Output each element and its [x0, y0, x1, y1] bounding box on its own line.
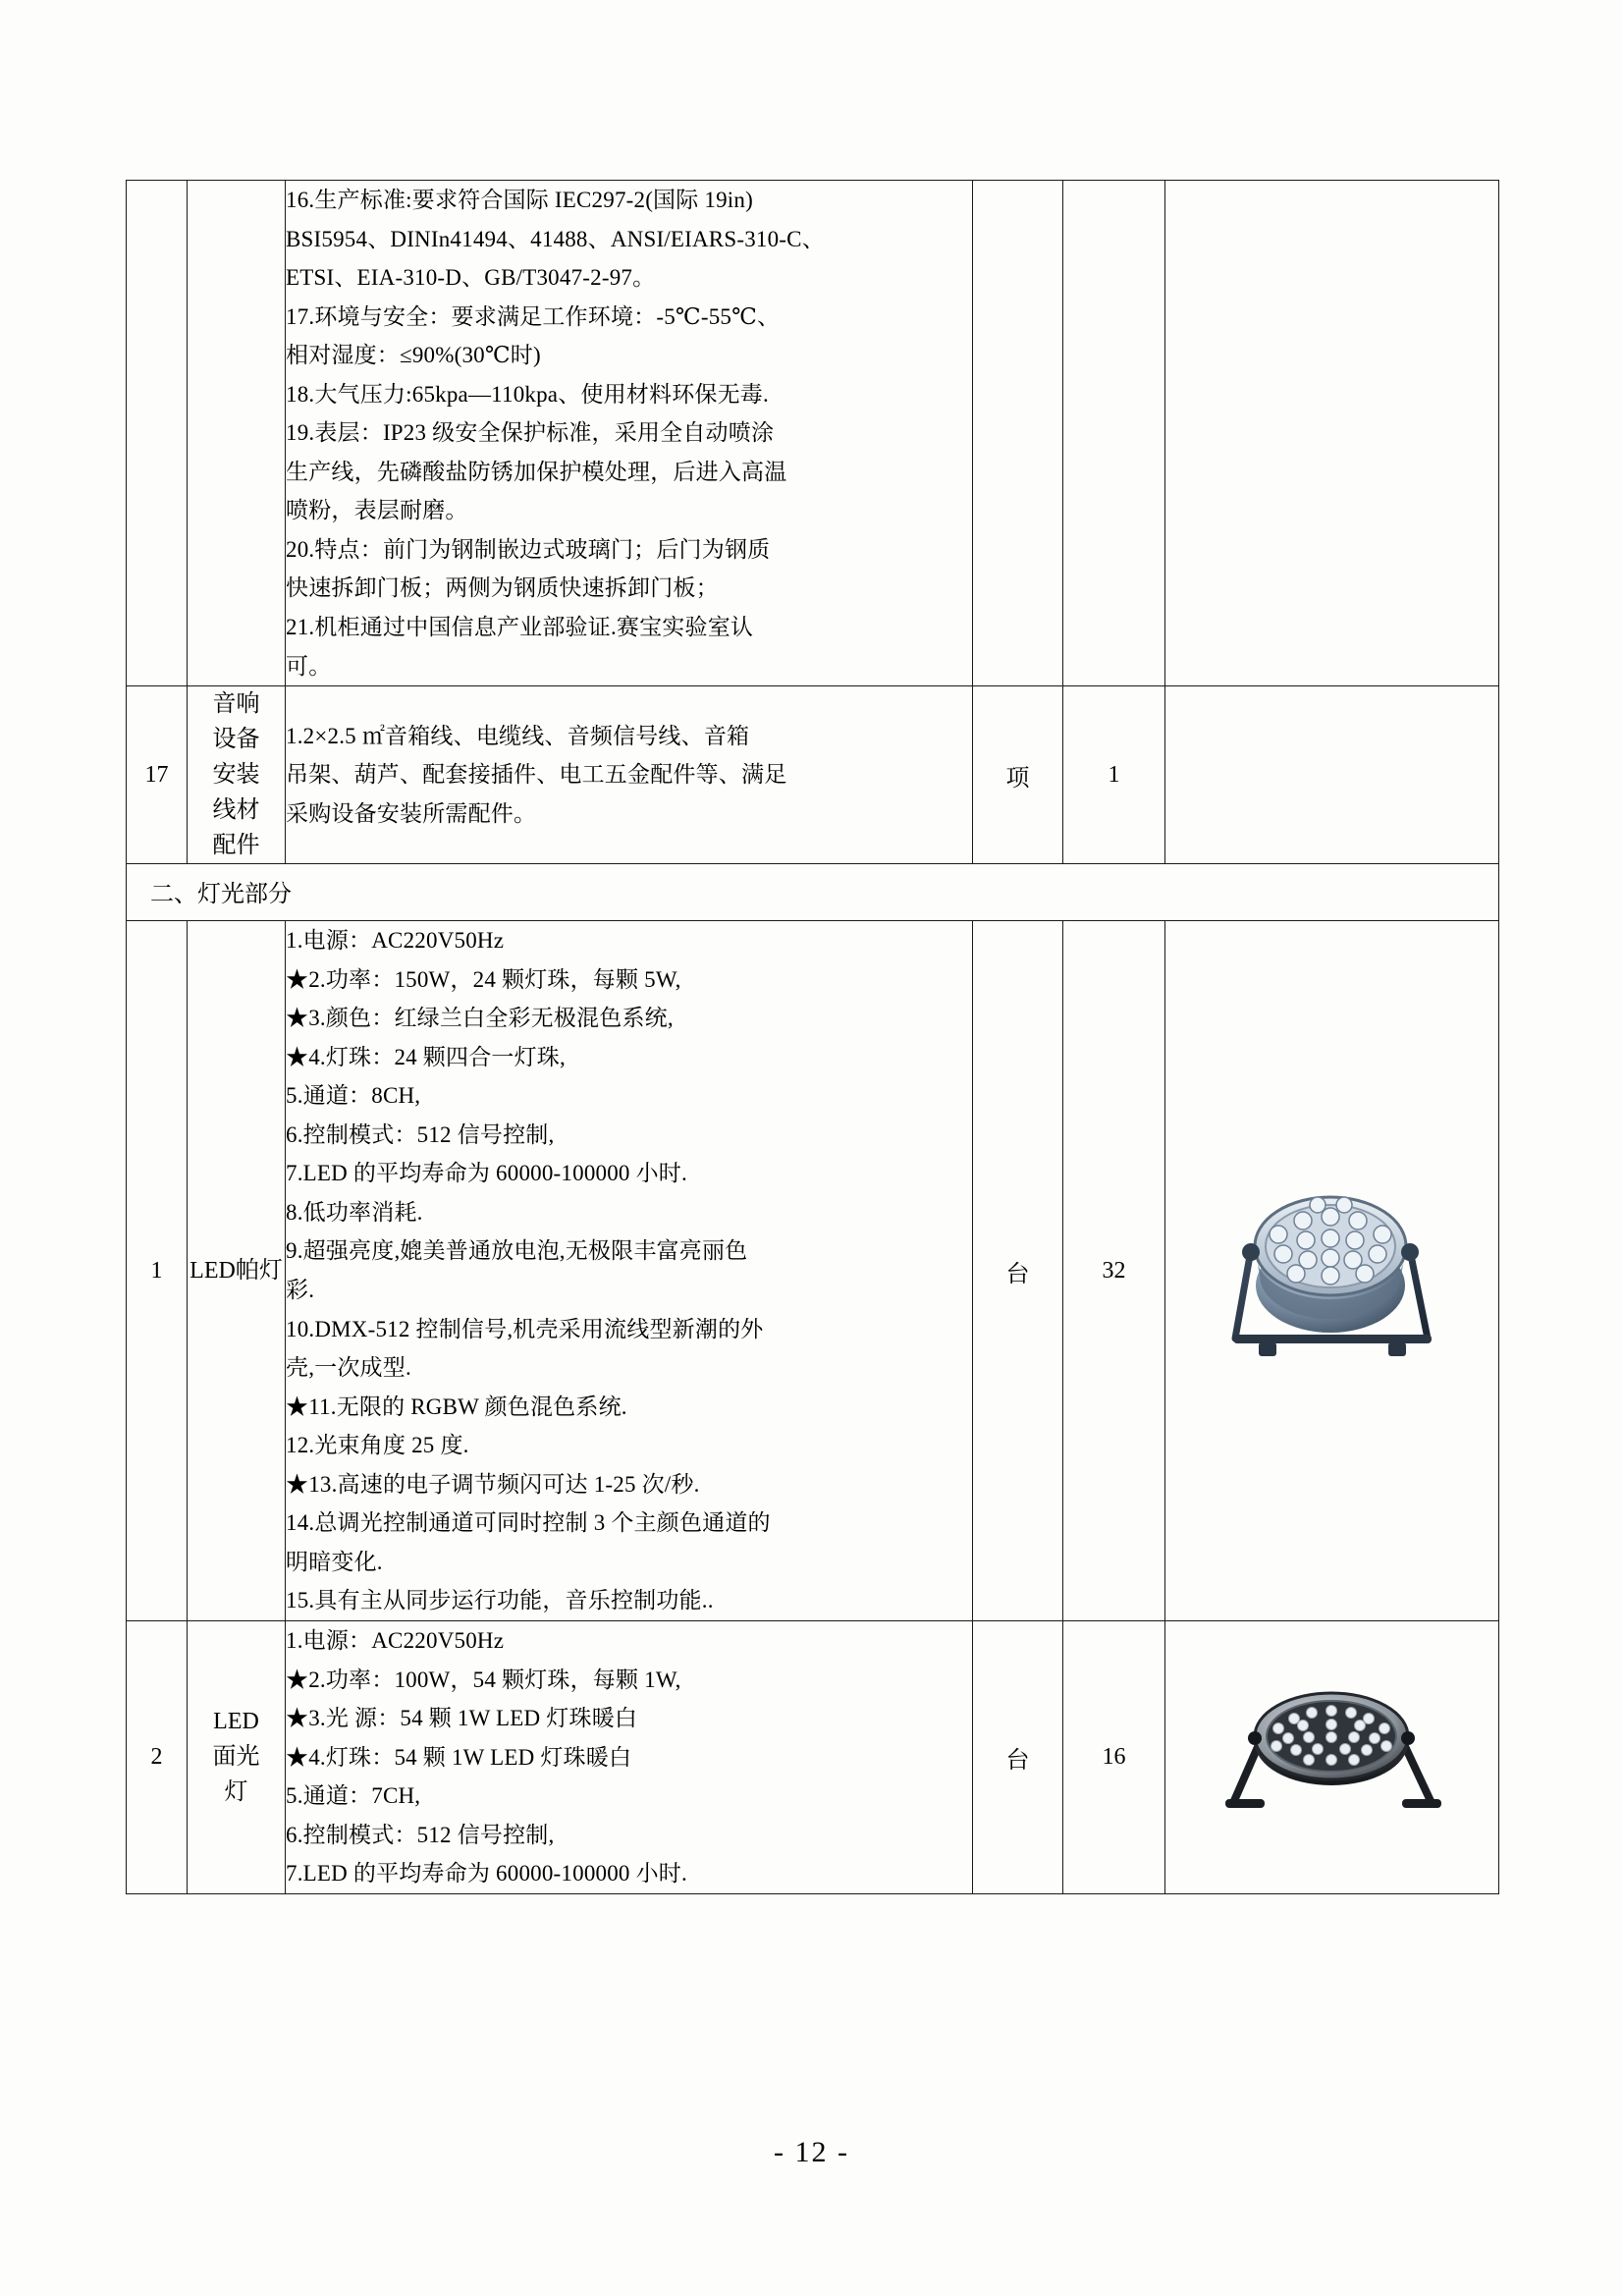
- row-spec-cell: [286, 686, 973, 864]
- row-name-text: LED帕灯: [189, 1258, 283, 1285]
- section-header-row: [127, 864, 1499, 921]
- equipment-specification-table: [126, 180, 1499, 1894]
- spec-line: 彩.: [286, 1278, 315, 1303]
- spec-line: 6.控制模式：512 信号控制,: [286, 1822, 555, 1847]
- row-quantity-cell: [1063, 181, 1165, 686]
- row-number-cell: 17: [127, 686, 188, 864]
- row-image-cell: [1165, 686, 1499, 864]
- spec-line: 采购设备安装所需配件。: [286, 800, 537, 826]
- spec-line: ★4.灯珠：54 颗 1W LED 灯珠暖白: [286, 1744, 632, 1770]
- page-number: - 12 -: [774, 2136, 849, 2168]
- spec-line: 相对湿度：≤90%(30℃时): [286, 343, 541, 368]
- row-name-cell: [188, 921, 286, 1621]
- row-unit-cell: 台: [973, 921, 1063, 1621]
- row-number-cell: 2: [127, 1620, 188, 1893]
- row-spec-cell: [286, 1620, 973, 1893]
- row-number-cell: 1: [127, 921, 188, 1621]
- spec-line: 12.光束角度 25 度.: [286, 1433, 469, 1458]
- row-unit-cell: [973, 181, 1063, 686]
- table-row: [127, 1620, 1499, 1893]
- spec-line: 17.环境与安全：要求满足工作环境：-5℃-55℃、: [286, 303, 781, 329]
- spec-line: 6.控制模式：512 信号控制,: [286, 1121, 555, 1147]
- row-image-cell: [1165, 1620, 1499, 1893]
- row-quantity-cell: 16: [1063, 1620, 1165, 1893]
- spec-line: 10.DMX-512 控制信号,机壳采用流线型新潮的外: [286, 1316, 764, 1341]
- table-row: [127, 686, 1499, 864]
- spec-line: ★2.功率：100W，54 颗灯珠，每颗 1W,: [286, 1667, 681, 1692]
- table-row: [127, 181, 1499, 686]
- row-unit-cell: 项: [973, 686, 1063, 864]
- row-quantity-cell: 1: [1063, 686, 1165, 864]
- spec-line: 1.电源：AC220V50Hz: [286, 1627, 505, 1653]
- row-unit-cell: 台: [973, 1620, 1063, 1893]
- spec-line: 7.LED 的平均寿命为 60000-100000 小时.: [286, 1161, 687, 1186]
- spec-line: ETSI、EIA-310-D、GB/T3047-2-97。: [286, 265, 656, 291]
- spec-line: 18.大气压力:65kpa—110kpa、使用材料环保无毒.: [286, 381, 769, 407]
- row-quantity-cell: 32: [1063, 921, 1165, 1621]
- spec-line: 20.特点：前门为钢制嵌边式玻璃门；后门为钢质: [286, 536, 771, 562]
- spec-line: 19.表层：IP23 级安全保护标准，采用全自动喷涂: [286, 420, 775, 446]
- spec-line: 16.生产标准:要求符合国际 IEC297-2(国际 19in): [286, 188, 753, 212]
- spec-line: 15.具有主从同步运行功能，音乐控制功能..: [286, 1588, 714, 1613]
- row-name-cell: [188, 181, 286, 686]
- spec-line: 快速拆卸门板；两侧为钢质快速拆卸门板；: [286, 575, 719, 601]
- spec-line: BSI5954、DINIn41494、41488、ANSI/EIARS-310-C、: [286, 226, 825, 251]
- row-number-cell: [127, 181, 188, 686]
- spec-line: 吊架、葫芦、配套接插件、电工五金配件等、满足: [286, 762, 787, 788]
- row-image-cell: [1165, 181, 1499, 686]
- row-name-text: 音响设备安装线材配件: [212, 691, 260, 859]
- spec-line: 5.通道：8CH,: [286, 1083, 421, 1109]
- led-par-light-image: [1200, 1156, 1465, 1382]
- spec-line: 21.机柜通过中国信息产业部验证.赛宝实验室认: [286, 615, 754, 640]
- spec-line: ★4.灯珠：24 颗四合一灯珠,: [286, 1044, 566, 1069]
- row-name-cell: [188, 1620, 286, 1893]
- row-name-cell: [188, 686, 286, 864]
- spec-line: 14.总调光控制通道可同时控制 3 个主颜色通道的: [286, 1510, 771, 1536]
- spec-line: 喷粉，表层耐磨。: [286, 498, 468, 523]
- row-spec-cell: [286, 181, 973, 686]
- spec-line: ★3.颜色：红绿兰白全彩无极混色系统,: [286, 1006, 674, 1031]
- spec-line: 5.通道：7CH,: [286, 1783, 421, 1809]
- spec-line: 7.LED 的平均寿命为 60000-100000 小时.: [286, 1861, 687, 1886]
- row-image-cell: [1165, 921, 1499, 1621]
- spec-line: 明暗变化.: [286, 1549, 383, 1574]
- table-row: [127, 921, 1499, 1621]
- spec-line: 1.2×2.5 ㎡音箱线、电缆线、音频信号线、音箱: [286, 723, 750, 748]
- led-flat-par-light-image: [1210, 1681, 1455, 1829]
- spec-line: ★3.光 源：54 颗 1W LED 灯珠暖白: [286, 1706, 638, 1731]
- spec-line: ★13.高速的电子调节频闪可达 1-25 次/秒.: [286, 1471, 700, 1497]
- spec-line: 壳,一次成型.: [286, 1355, 411, 1381]
- spec-line: 9.超强亮度,媲美普通放电泡,无极限丰富亮丽色: [286, 1238, 748, 1264]
- section-title: 二、灯光部分: [127, 864, 1499, 921]
- spec-line: 8.低功率消耗.: [286, 1199, 423, 1225]
- spec-line: 可。: [286, 653, 332, 679]
- spec-line: 生产线，先磷酸盐防锈加保护模处理，后进入高温: [286, 459, 787, 484]
- spec-line: 1.电源：AC220V50Hz: [286, 928, 505, 954]
- spec-line: ★2.功率：150W，24 颗灯珠，每颗 5W,: [286, 966, 681, 992]
- row-name-text: LED面光灯: [212, 1709, 260, 1806]
- row-spec-cell: [286, 921, 973, 1621]
- spec-line: ★11.无限的 RGBW 颜色混色系统.: [286, 1394, 627, 1419]
